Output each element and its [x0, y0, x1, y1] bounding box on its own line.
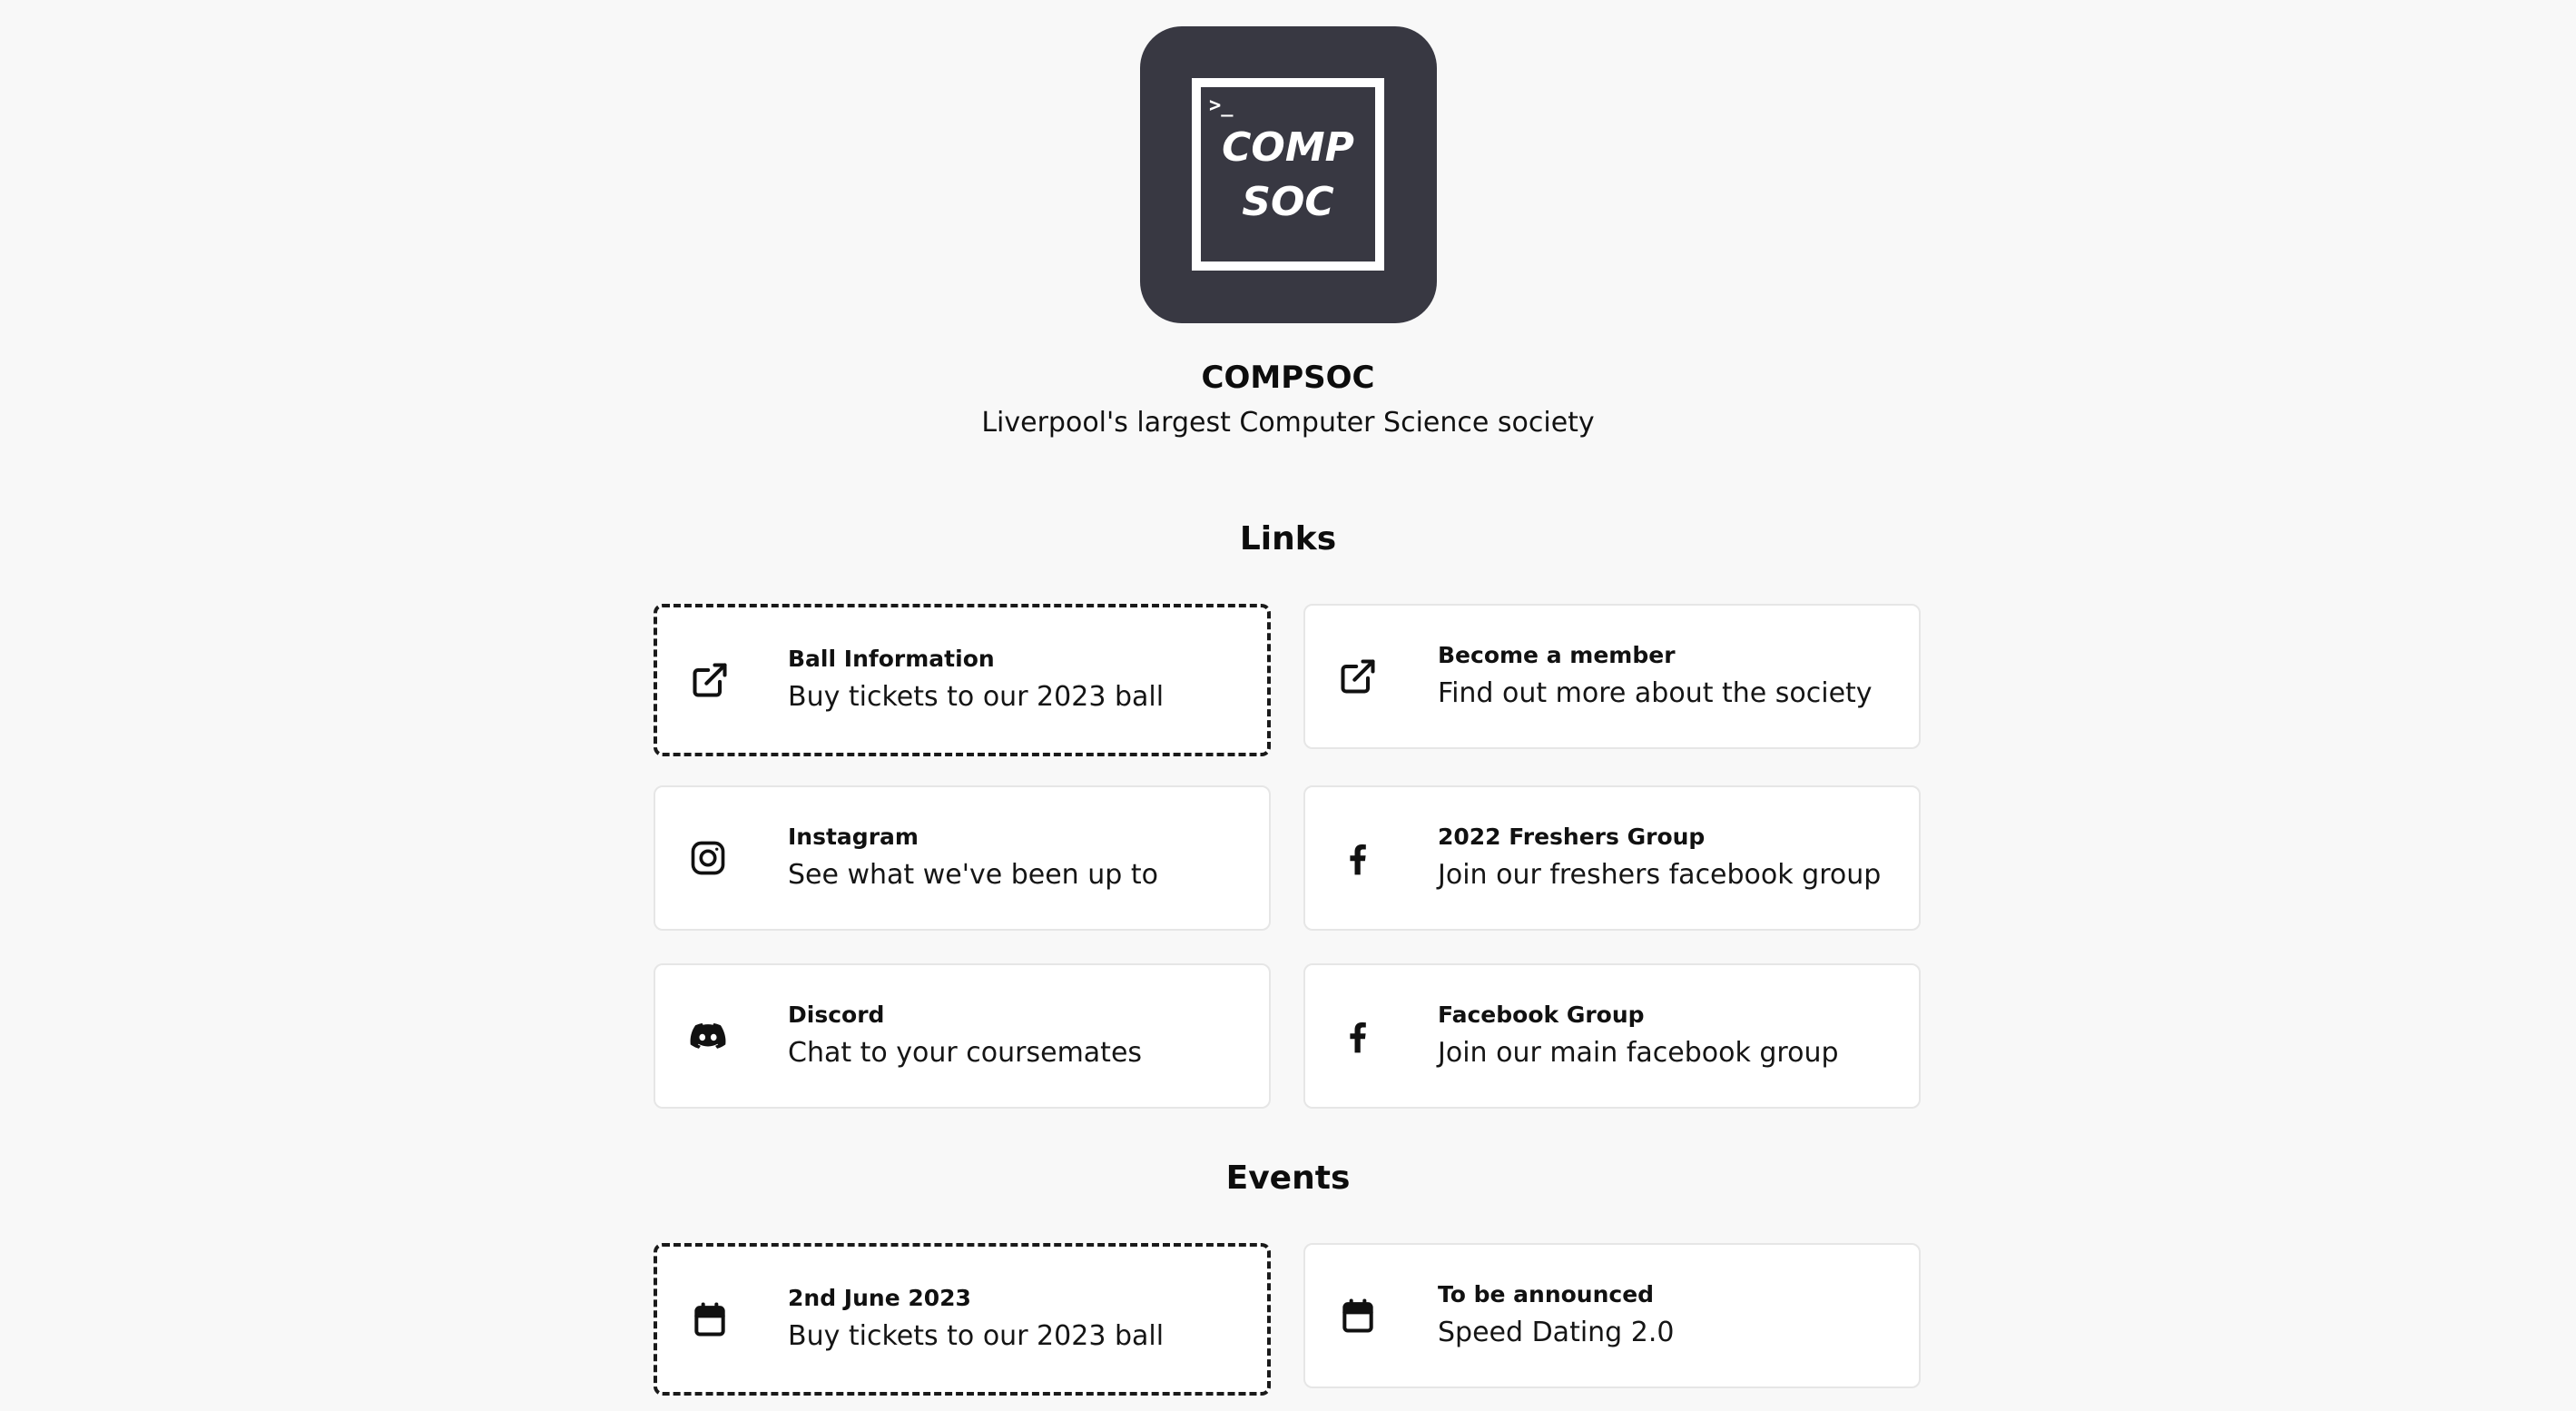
event-card-speed-dating[interactable]	[1303, 1243, 1921, 1388]
link-card-title: Discord	[788, 1002, 885, 1028]
logo-line-2: SOC	[1242, 179, 1334, 225]
link-card-facebook-group[interactable]	[1303, 963, 1921, 1109]
link-card-subtitle: Find out more about the society	[1438, 677, 1873, 709]
link-card-ball-information[interactable]	[654, 604, 1271, 756]
link-card-2022-freshers-group[interactable]	[1303, 785, 1921, 931]
event-card-ball[interactable]	[654, 1243, 1271, 1396]
logo-prompt: >_	[1209, 94, 1234, 117]
link-card-subtitle: Join our main facebook group	[1438, 1037, 1839, 1069]
calendar-icon	[690, 1299, 730, 1339]
link-card-discord[interactable]	[654, 963, 1271, 1109]
link-card-title: Instagram	[788, 824, 919, 850]
event-card-date: To be announced	[1438, 1281, 1655, 1307]
org-tagline: Liverpool's largest Computer Science society	[981, 407, 1595, 439]
event-card-subtitle: Speed Dating 2.0	[1438, 1317, 1675, 1348]
external-link-icon	[690, 660, 730, 700]
link-card-subtitle: Buy tickets to our 2023 ball	[788, 681, 1165, 713]
link-card-title: Facebook Group	[1438, 1002, 1645, 1028]
instagram-icon	[688, 838, 728, 878]
link-card-title: 2022 Freshers Group	[1438, 824, 1706, 850]
calendar-icon	[1338, 1296, 1378, 1336]
external-link-icon	[1338, 656, 1378, 696]
facebook-icon	[1338, 1016, 1378, 1056]
compsoc-logo	[1140, 26, 1437, 323]
link-card-subtitle: Chat to your coursemates	[788, 1037, 1143, 1069]
link-card-subtitle: Join our freshers facebook group	[1438, 859, 1882, 891]
links-heading: Links	[1239, 520, 1337, 557]
event-card-subtitle: Buy tickets to our 2023 ball	[788, 1320, 1165, 1352]
discord-icon	[688, 1016, 728, 1056]
events-heading: Events	[1225, 1159, 1351, 1197]
logo-line-1: COMP	[1222, 124, 1354, 171]
facebook-icon	[1338, 838, 1378, 878]
org-name: COMPSOC	[1201, 360, 1375, 396]
link-card-become-a-member[interactable]	[1303, 604, 1921, 749]
event-card-date: 2nd June 2023	[788, 1285, 971, 1311]
link-card-subtitle: See what we've been up to	[788, 859, 1158, 891]
link-card-instagram[interactable]	[654, 785, 1271, 931]
link-card-title: Become a member	[1438, 642, 1676, 668]
link-card-title: Ball Information	[788, 646, 995, 672]
